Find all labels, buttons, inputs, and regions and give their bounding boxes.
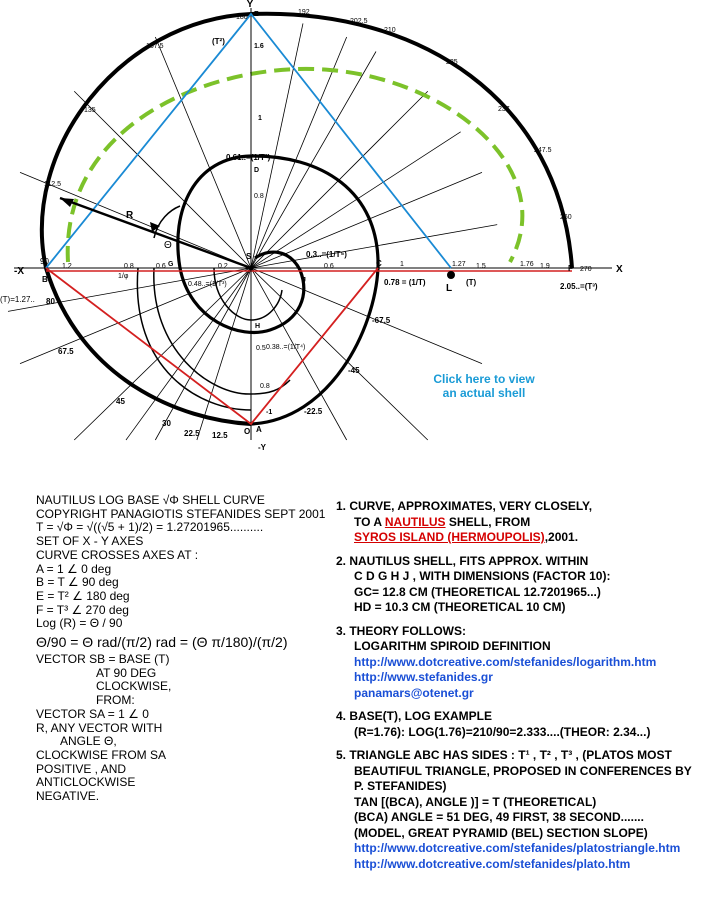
tick-labels	[62, 43, 550, 416]
point-l: L	[446, 283, 453, 294]
left-note-e: E = T² ∠ 180 deg	[36, 588, 130, 603]
tick-y-1-6: 1.6	[254, 43, 264, 50]
note-4-line2: (R=1.76): LOG(1.76)=210/90=2.333....(THEOR: 2.34...)	[354, 724, 651, 739]
theta-label: Θ	[164, 240, 172, 251]
callout-tau3: 2.05..=(T³)	[560, 282, 598, 291]
left-note-axes: SET OF X - Y AXES	[36, 534, 144, 549]
note-5	[336, 748, 720, 872]
left-note-vector-sa: VECTOR SA = 1 ∠ 0	[36, 706, 149, 721]
note-1	[336, 499, 720, 546]
note-1-line2a: TO A	[354, 514, 385, 529]
left-note-positive: POSITIVE , AND	[36, 761, 127, 776]
logarithm-link[interactable]: http://www.dotcreative.com/stefanides/logarithm.htm	[354, 654, 657, 669]
note-1-line2c: SHELL, FROM	[445, 514, 531, 529]
point-g: G	[168, 261, 174, 268]
axis-x-label: X	[616, 264, 623, 275]
note-5-line1: 5. TRIANGLE ABC HAS SIDES : T¹ , T² , T³ , (PLATOS MOST	[336, 748, 672, 762]
deg-neg-22-5: -22.5	[304, 407, 323, 416]
left-note-negative: NEGATIVE.	[36, 789, 100, 804]
point-j: J	[302, 277, 306, 284]
ray-18	[251, 268, 428, 440]
note-1-line1: 1. CURVE, APPROXIMATES, VERY CLOSELY,	[336, 499, 593, 513]
callout-tau: (T)	[466, 278, 477, 287]
deg-135: 135	[84, 107, 96, 114]
tick-x-1-27: 1.27	[452, 261, 466, 268]
left-note-r-vector: R, ANY VECTOR WITH	[36, 720, 163, 735]
callout-tau2: (T²)	[212, 37, 225, 46]
tick-x-0-8: 0.8	[124, 263, 134, 270]
tick-phi: 1/φ	[118, 273, 129, 280]
point-c: C	[376, 259, 382, 268]
point-h: H	[255, 323, 261, 330]
deg-80: 80	[46, 297, 55, 306]
note-3	[336, 624, 720, 702]
callout-inv-tau: 0.78 = (1/T)	[384, 278, 426, 287]
deg-192: 192	[298, 9, 310, 16]
deg-210: 210	[384, 27, 396, 34]
tick-x-0-2: 0.2	[218, 263, 228, 270]
callouts	[0, 37, 598, 351]
note-1-line3	[336, 530, 720, 546]
left-note-at-90: AT 90 DEG	[96, 665, 157, 680]
left-note-b: B = T ∠ 90 deg	[36, 575, 119, 590]
ray-1	[251, 23, 303, 268]
callout-inv-tau4: 0.38..=(1/T⁴)	[266, 344, 306, 351]
email-link[interactable]: panamars@otenet.gr	[354, 685, 474, 700]
tick-y-0-5: 0.5	[256, 345, 266, 352]
axis-neg-x-label: -X	[14, 266, 24, 277]
tick-x-0-6: 0.6	[156, 263, 166, 270]
note-2-line3: GC= 12.8 CM (THEORETICAL 12.7201965...)	[354, 584, 601, 599]
deg-202-5: 202.5	[350, 18, 368, 25]
deg-neg-45: -45	[348, 366, 360, 375]
left-notes	[36, 494, 336, 804]
left-note-vector-sb: VECTOR SB = BASE (T)	[36, 652, 170, 667]
left-note-anticlockwise: ANTICLOCKWISE	[36, 775, 136, 790]
deg-157-5: 157.5	[146, 43, 164, 50]
left-note-crosses: CURVE CROSSES AXES AT :	[36, 547, 199, 562]
callout-inv-tau3: 0.48..=(1/T³)	[188, 281, 227, 288]
left-note-clockwise: CLOCKWISE,	[96, 679, 172, 694]
dashed-fit-curve	[68, 69, 523, 262]
left-note-copyright: COPYRIGHT PANAGIOTIS STEFANIDES SEPT 2001	[36, 506, 326, 521]
red-triangle	[46, 268, 378, 424]
deg-225: 225	[446, 59, 458, 66]
deg-270: 270	[580, 266, 592, 273]
point-l-marker	[447, 271, 455, 279]
left-note-title: NAUTILUS LOG BASE √Φ SHELL CURVE	[36, 493, 265, 507]
view-shell-link-line2: an actual shell	[442, 386, 526, 400]
deg-30: 30	[162, 419, 171, 428]
note-2-line4: HD = 10.3 CM (THEORETICAL 10 CM)	[354, 600, 566, 614]
deg-237: 237	[498, 106, 510, 113]
deg-260: 260	[560, 214, 572, 221]
note-1-line3b: ,2001.	[544, 530, 579, 544]
note-5-line6: (MODEL, GREAT PYRAMID (BEL) SECTION SLOPE)	[354, 825, 648, 840]
axis-neg-y-label: -Y	[258, 443, 266, 452]
note-1-line2	[336, 515, 720, 531]
right-notes	[336, 499, 720, 880]
note-2	[336, 554, 720, 616]
axis-y-label: Y	[246, 0, 254, 10]
tick-x-1-9: 1.9	[540, 263, 550, 270]
left-note-angle: ANGLE Θ,	[60, 734, 117, 749]
note-5-line5: (BCA) ANGLE = 51 DEG, 49 FIRST, 38 SECOND.......	[354, 810, 644, 824]
vector-r-label: R	[126, 210, 134, 221]
point-d: D	[254, 167, 260, 174]
platostriangle-link[interactable]: http://www.dotcreative.com/stefanides/platostriangle.htm	[354, 841, 681, 855]
view-shell-link-line1: Click here to view	[433, 372, 535, 386]
point-f: F	[568, 264, 573, 273]
stefanides-link[interactable]: http://www.stefanides.gr	[354, 670, 493, 684]
plato-link[interactable]: http://www.dotcreative.com/stefanides/plato.htm	[354, 856, 631, 871]
ray-13	[74, 268, 251, 440]
tick-x-0-6r: 0.6	[324, 263, 334, 270]
note-5-line3: P. STEFANIDES)	[354, 779, 447, 793]
point-b: B	[42, 275, 48, 284]
left-note-tau-def: T = √Φ = √((√5 + 1)/2) = 1.27201965..........	[36, 520, 264, 535]
deg-12-5: 12.5	[212, 431, 228, 440]
deg-180: 180	[236, 14, 248, 21]
ray-9	[74, 91, 251, 268]
deg-90: 90	[40, 257, 49, 266]
note-4-line1: 4. BASE(T), LOG EXAMPLE	[336, 709, 493, 723]
left-note-a: A = 1 ∠ 0 deg	[36, 561, 112, 576]
note-2-line1: 2. NAUTILUS SHELL, FITS APPROX. WITHIN	[336, 553, 589, 568]
note-5-line4: TAN [(BCA), ANGLE )] = T (THEORETICAL)	[354, 794, 597, 809]
tick-y-0-8b: 0.8	[260, 383, 270, 390]
tick-x-1-5: 1.5	[476, 263, 486, 270]
deg-247-5: 247.5	[534, 147, 552, 154]
blue-triangle	[46, 14, 451, 268]
callout-inv-tau2: 0.61..=(1/T²)	[226, 153, 271, 162]
deg-45: 45	[116, 397, 125, 406]
ray-5	[251, 132, 461, 268]
note-3-line2: LOGARITHM SPIROID DEFINITION	[354, 639, 551, 653]
callout-tau-neg: (T)=1.27..	[0, 295, 35, 304]
point-a: A	[256, 425, 262, 434]
left-note-formula: Θ/90 = Θ rad/(π/2) rad = (Θ π/180)/(π/2)	[36, 634, 288, 651]
note-2-line2: C D G H J , WITH DIMENSIONS (FACTOR 10):	[354, 569, 611, 583]
tick-y-1: 1	[258, 115, 262, 122]
point-s: S	[246, 252, 252, 261]
note-4	[336, 709, 720, 740]
tick-x-1-76: 1.76	[520, 261, 534, 268]
vector-r-arrow	[60, 198, 74, 207]
point-e: E	[254, 11, 259, 18]
tick-y-0-8: 0.8	[254, 193, 264, 200]
note-5-line2: BEAUTIFUL TRIANGLE, PROPOSED IN CONFERENCES BY	[354, 763, 692, 778]
left-note-clockwise-from: CLOCKWISE FROM SA	[36, 747, 167, 762]
deg-67-5: 67.5	[58, 347, 74, 356]
syros-link[interactable]: SYROS ISLAND (HERMOUPOLIS)	[354, 530, 545, 544]
left-note-f: F = T³ ∠ 270 deg	[36, 602, 129, 617]
tick-neg-1: -1	[266, 409, 273, 416]
callout-inv-tau5: 0.3..=(1/T⁵)	[306, 250, 347, 259]
outer-spiral	[42, 14, 572, 424]
nautilus-link[interactable]: NAUTILUS	[384, 514, 446, 529]
view-shell-link[interactable]	[414, 372, 554, 400]
note-3-line1: 3. THEORY FOLLOWS:	[336, 623, 467, 638]
inner-spiral	[178, 156, 378, 424]
left-note-from: FROM:	[96, 693, 135, 708]
point-o: O	[244, 427, 251, 436]
tick-x-1-2: 1.2	[62, 263, 72, 270]
deg-112-5: 112.5	[44, 181, 61, 188]
tick-x-1: 1	[400, 261, 404, 268]
left-note-log: Log (R) = Θ / 90	[36, 616, 123, 631]
deg-22-5: 22.5	[184, 429, 200, 438]
deg-neg-67-5: -67.5	[372, 316, 391, 325]
point-s-marker	[249, 266, 253, 270]
